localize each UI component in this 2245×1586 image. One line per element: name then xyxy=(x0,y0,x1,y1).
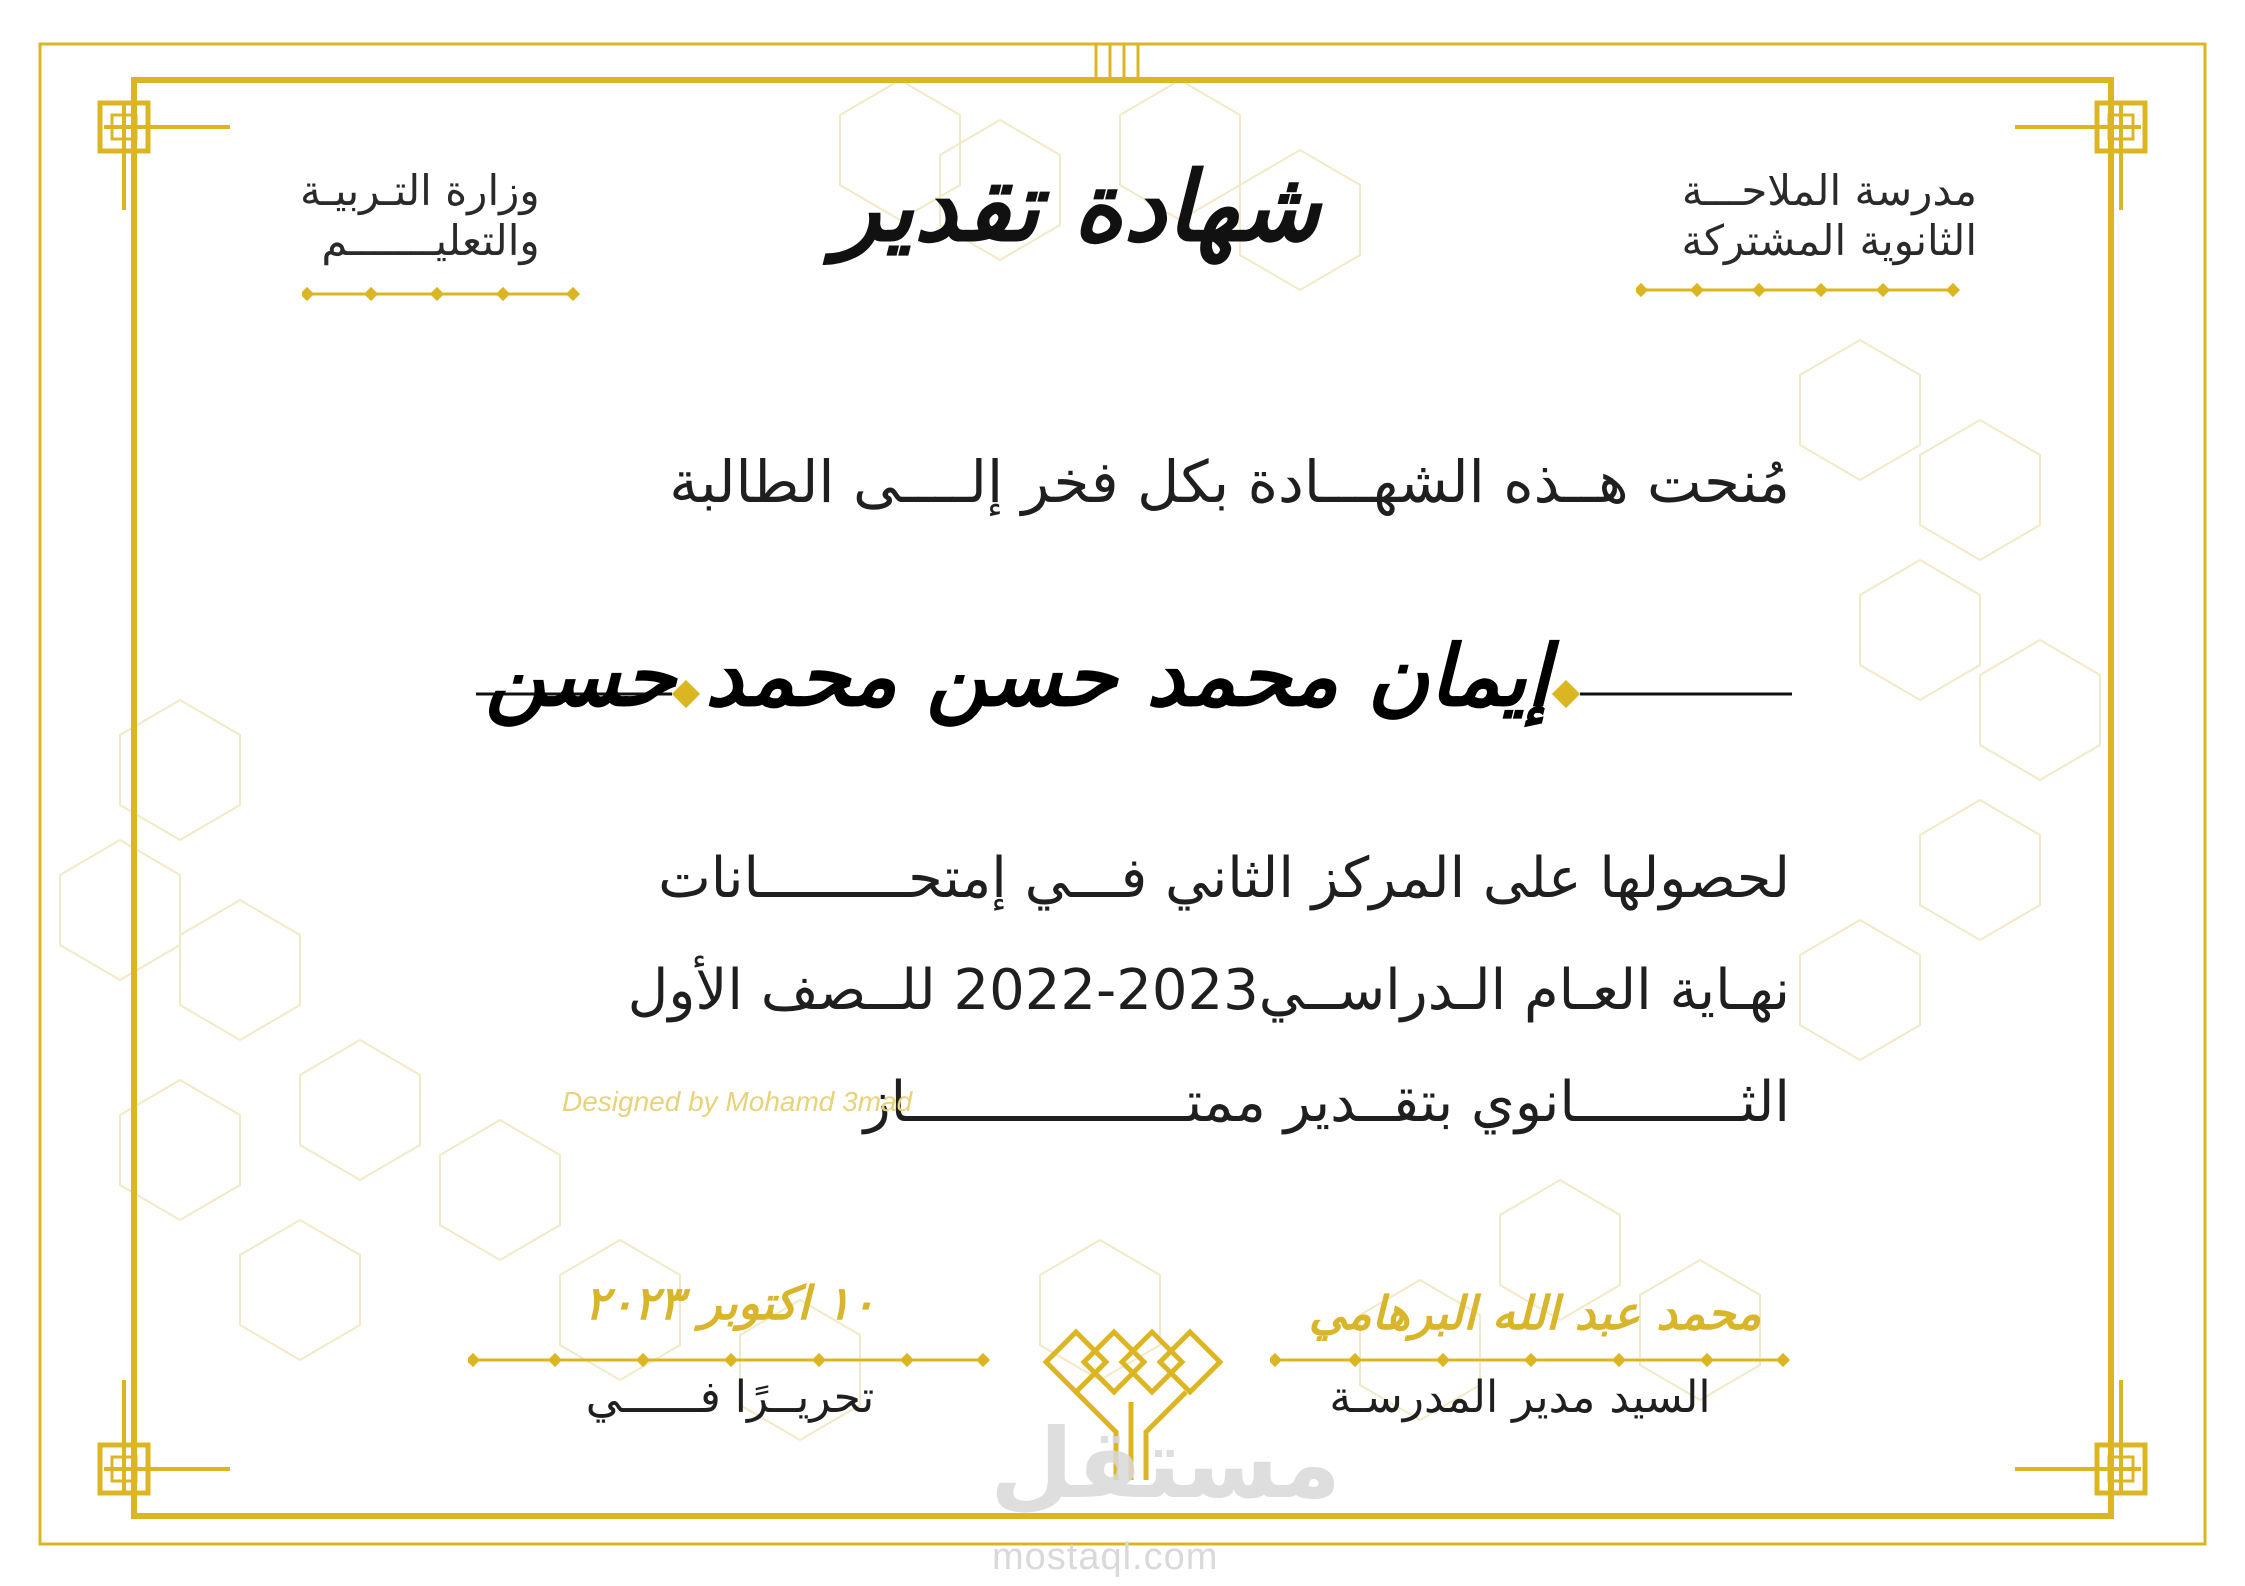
school-name xyxy=(1682,166,1977,266)
principal-signature: محمد عبد الله البرهامي xyxy=(1308,1286,1762,1340)
ministry-divider xyxy=(302,284,582,304)
date-divider xyxy=(468,1350,992,1370)
ministry-name xyxy=(300,166,540,266)
ministry-name-line2: والتعليـــــــم xyxy=(321,216,540,265)
principal-divider xyxy=(1270,1350,1792,1370)
date-label: تحريــرًا فــــــي xyxy=(585,1372,875,1423)
student-name: إيمان محمد حسن محمد حسن xyxy=(485,626,1550,725)
issue-date: ١٠ اكتوبر ٢٠٢٣ xyxy=(584,1276,876,1330)
intro-text: مُنحت هــذه الشهـــادة بكل فخر إلــــى الطالبة xyxy=(669,448,1790,516)
certificate-title: شهادة تقدير xyxy=(834,150,1320,263)
achievement-line-2: نهـاية العـام الـدراســي2023-2022 للــصف الأول xyxy=(627,958,1790,1023)
principal-title: السيد مدير المدرسـة xyxy=(1329,1372,1711,1423)
ministry-name-line1: وزارة التـربيـة xyxy=(300,166,540,215)
achievement-line-3: الثــــــــــانوي بتقــدير ممتـــــــــــــــــاز xyxy=(863,1070,1790,1135)
designer-credit: Designed by Mohamd 3mad xyxy=(562,1086,913,1117)
watermark-site: mostaql.com xyxy=(992,1536,1219,1578)
watermark-logo: مستقل xyxy=(990,1408,1342,1520)
school-divider xyxy=(1636,280,1962,300)
school-name-line2: الثانوية المشتركة xyxy=(1681,216,1977,265)
school-name-line1: مدرسة الملاحـــة xyxy=(1681,166,1977,215)
achievement-line-1: لحصولها على المركز الثاني فـــي إمتحـــــــــانات xyxy=(658,846,1790,911)
